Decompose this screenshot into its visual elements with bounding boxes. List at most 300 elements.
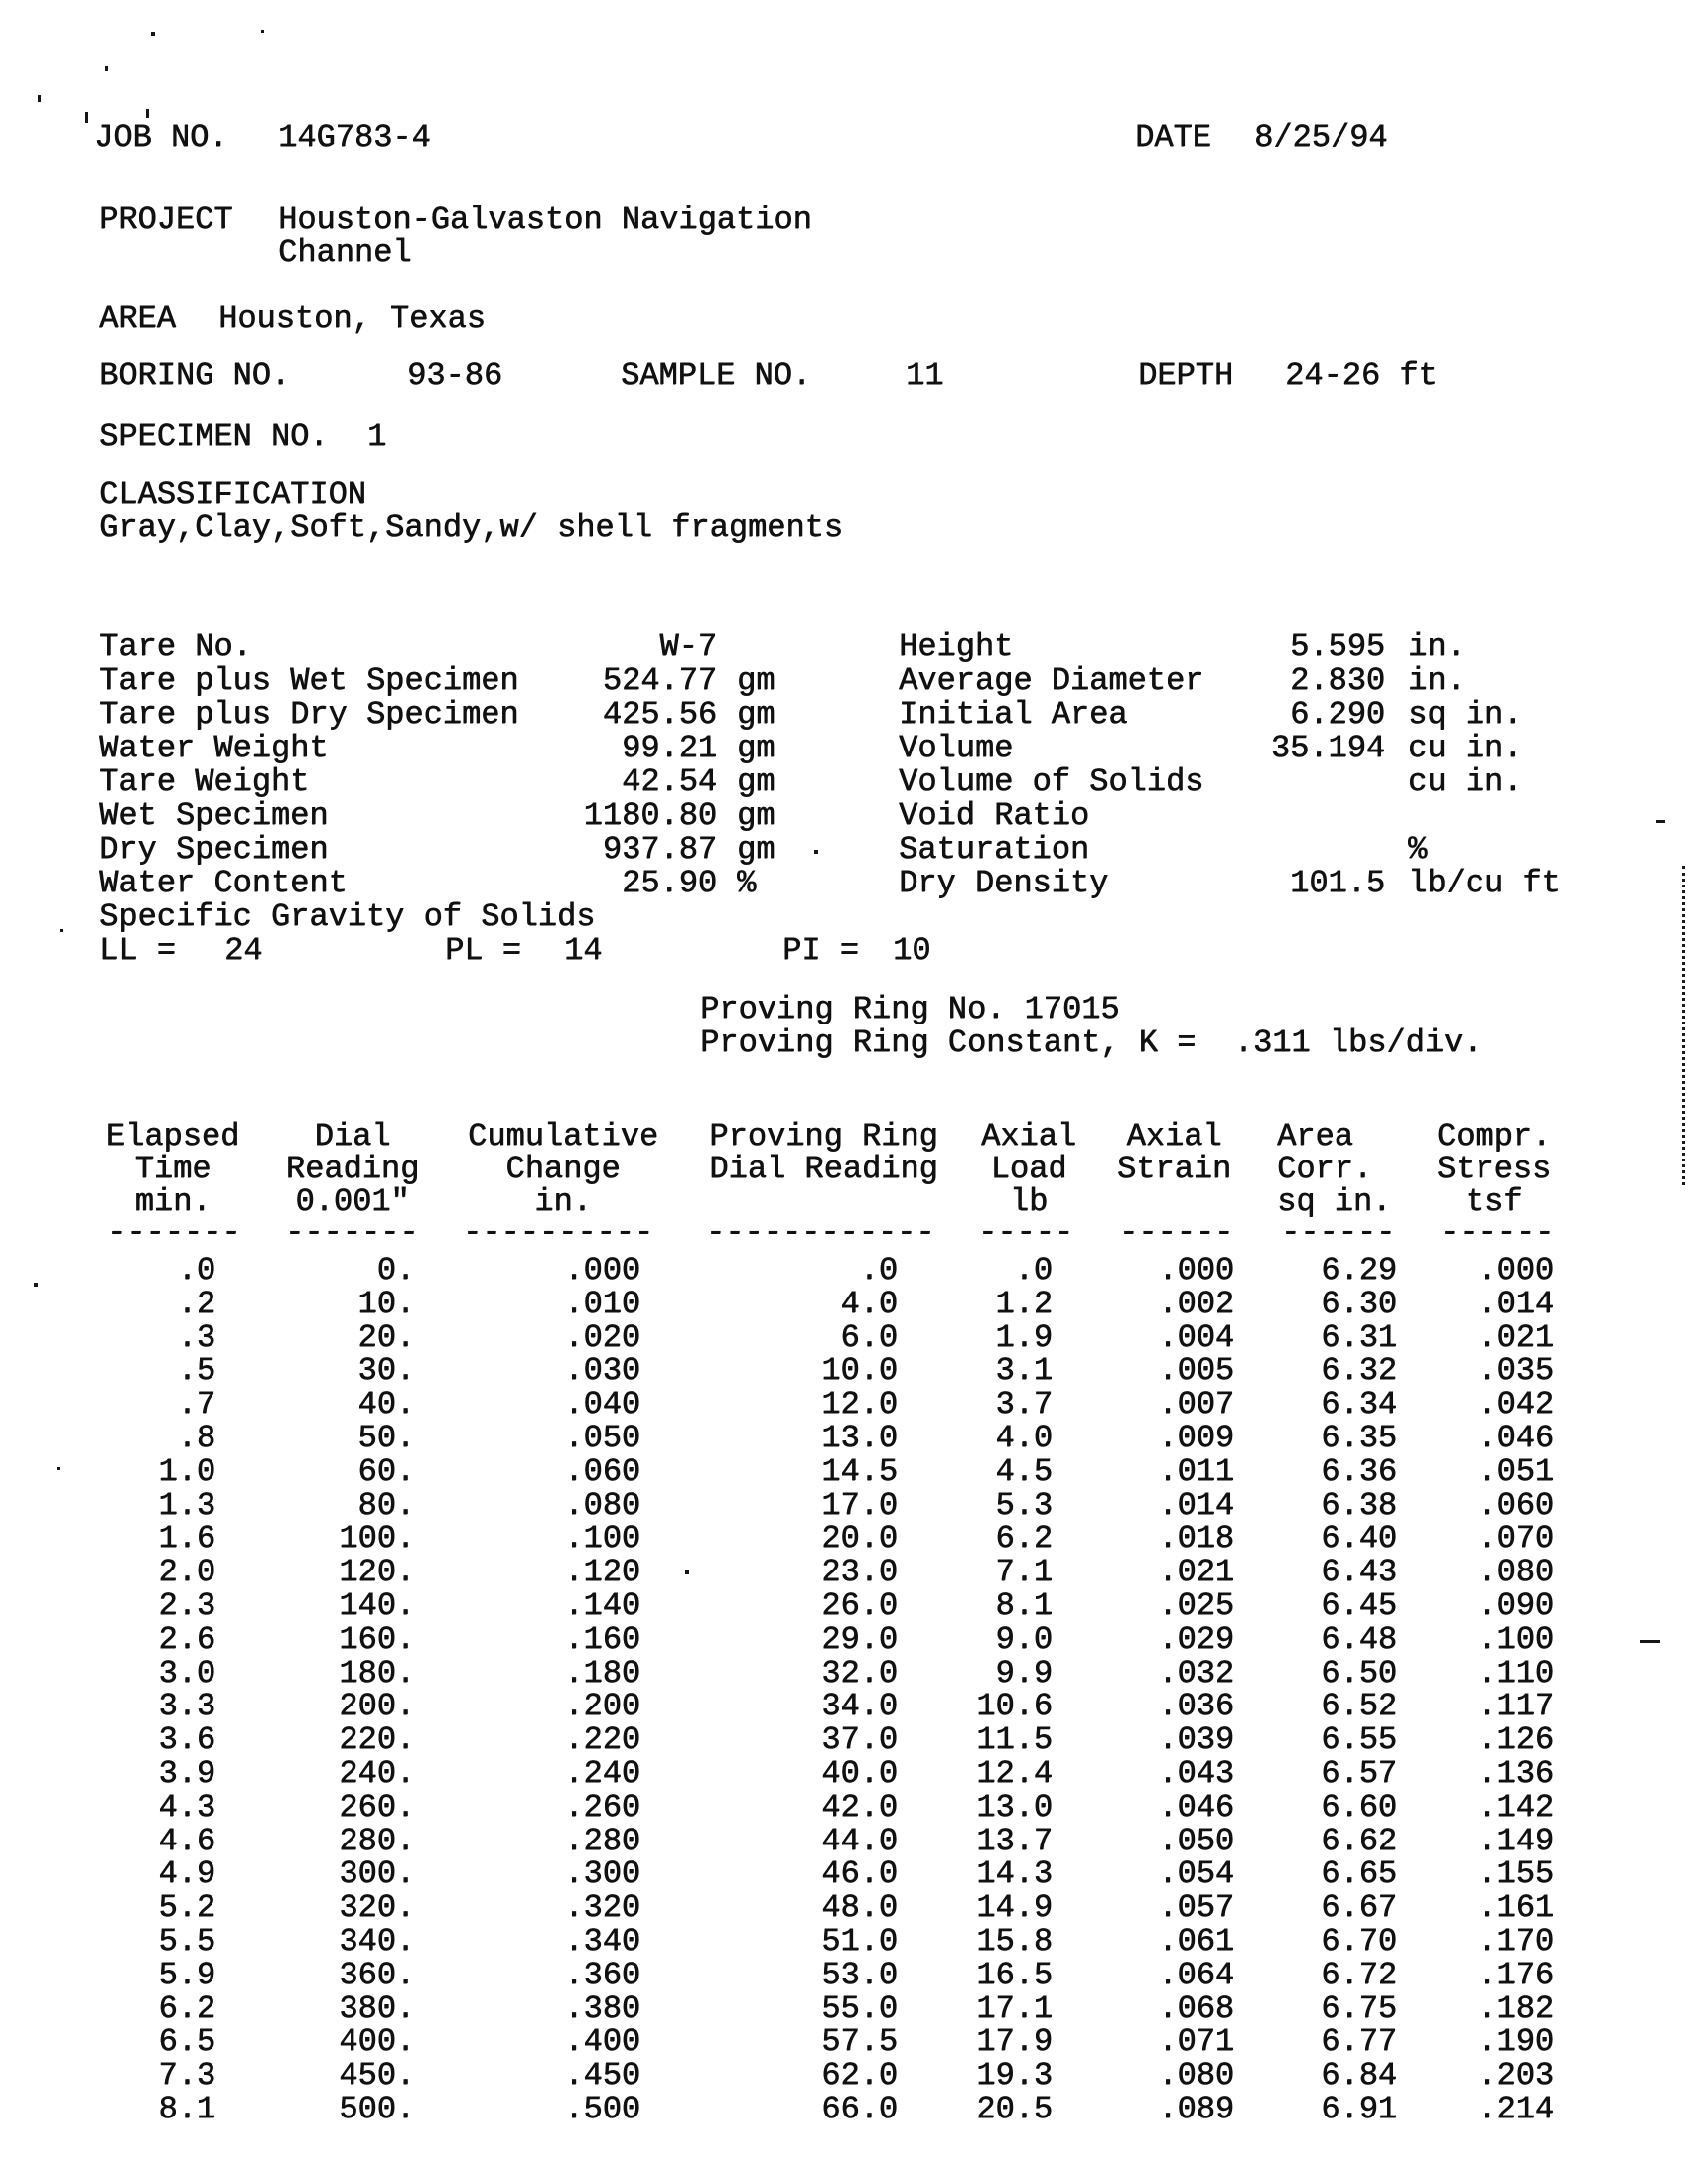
table-cell: .060	[1478, 1486, 1554, 1524]
speck	[60, 929, 63, 932]
project-name-line2: Channel	[278, 234, 412, 271]
table-cell: 23.0	[821, 1554, 898, 1591]
table-cell: 1.2	[995, 1285, 1053, 1322]
table-cell: .029	[1158, 1620, 1234, 1658]
table-cell: .043	[1158, 1754, 1234, 1792]
table-cell: 280.	[339, 1822, 415, 1859]
table-cell: 6.0	[840, 1318, 898, 1356]
table-cell: .214	[1478, 2090, 1554, 2127]
measurement-unit: gm	[737, 696, 776, 733]
measurement-unit: gm	[737, 730, 776, 766]
table-cell: 160.	[339, 1620, 415, 1658]
table-cell: .025	[1158, 1586, 1234, 1624]
table-row	[60, 1654, 1554, 1692]
table-cell: 26.0	[821, 1586, 898, 1624]
area-label: AREA	[99, 300, 176, 337]
table-header-line: Elapsed	[105, 1118, 240, 1155]
measurement-label: Water Content	[99, 865, 348, 901]
table-header-underline: ------	[1281, 1214, 1396, 1251]
table-column-header	[1115, 1120, 1233, 1218]
measurement-label: Tare plus Dry Specimen	[99, 696, 519, 733]
measurement-unit: in.	[1408, 662, 1466, 699]
table-cell: 57.5	[821, 2023, 898, 2061]
measurement-label: Water Weight	[99, 730, 329, 766]
table-cell: 140.	[339, 1586, 415, 1624]
table-row	[60, 1891, 1554, 1925]
table-cell: .051	[1478, 1452, 1554, 1490]
measurement-value: 2.830	[1289, 662, 1385, 699]
table-cell: .007	[1158, 1386, 1234, 1424]
measurement-label: Tare Weight	[99, 763, 310, 800]
table-row	[60, 1690, 1554, 1723]
table-row	[60, 1522, 1554, 1556]
table-cell: .500	[564, 2090, 640, 2127]
pi-label: PI =	[782, 932, 859, 969]
speck	[151, 32, 155, 36]
table-cell: 6.38	[1321, 1486, 1397, 1524]
table-cell: .090	[1478, 1586, 1554, 1624]
table-cell: 6.2	[995, 1520, 1053, 1558]
measurement-value: 5.595	[1289, 628, 1385, 665]
measurement-value: 6.290	[1289, 696, 1385, 733]
table-cell: .010	[564, 1285, 640, 1322]
table-cell: .002	[1158, 1285, 1234, 1322]
speck	[1640, 1640, 1660, 1643]
table-header-line: Compr.	[1436, 1118, 1552, 1155]
table-row	[60, 1989, 1554, 2027]
table-cell: 14.9	[976, 1889, 1053, 1927]
table-cell: 10.	[357, 1285, 415, 1322]
table-cell: .080	[1158, 2057, 1234, 2095]
table-header-line: 0.001"	[295, 1183, 410, 1220]
table-row	[60, 1788, 1554, 1826]
table-cell: 6.77	[1321, 2023, 1397, 2061]
table-cell: 1.6	[158, 1520, 215, 1558]
table-cell: 9.9	[995, 1654, 1053, 1692]
table-cell: 50.	[357, 1419, 415, 1456]
table-cell: 4.6	[158, 1822, 215, 1859]
table-row	[60, 1285, 1554, 1322]
table-column-header	[1277, 1120, 1416, 1218]
table-cell: .014	[1158, 1486, 1234, 1524]
table-cell: 9.0	[995, 1620, 1053, 1658]
table-cell: 20.0	[821, 1520, 898, 1558]
table-cell: 260.	[339, 1788, 415, 1826]
table-cell: 2.3	[158, 1586, 215, 1624]
table-cell: 300.	[339, 1855, 415, 1893]
pl-label: PL =	[445, 932, 521, 969]
table-row	[60, 1318, 1554, 1356]
table-cell: 5.2	[158, 1889, 215, 1927]
table-cell: 42.0	[821, 1788, 898, 1826]
table-cell: .450	[564, 2057, 640, 2095]
table-cell: .005	[1158, 1352, 1234, 1390]
table-header-line: Time	[134, 1151, 212, 1187]
table-column-header	[978, 1120, 1079, 1218]
date-value: 8/25/94	[1254, 119, 1388, 156]
scan-edge-dotted-line	[1682, 866, 1685, 1185]
table-cell: .011	[1158, 1452, 1234, 1490]
table-cell: 34.0	[821, 1688, 898, 1725]
speck	[146, 109, 149, 118]
table-header-line: Cumulative	[467, 1118, 659, 1155]
table-cell: 53.0	[821, 1956, 898, 1993]
table-cell: 6.35	[1321, 1419, 1397, 1456]
table-cell: .020	[564, 1318, 640, 1356]
table-cell: 13.0	[821, 1419, 898, 1456]
table-cell: 6.32	[1321, 1352, 1397, 1390]
table-cell: 0.	[376, 1252, 415, 1289]
table-cell: 6.48	[1321, 1620, 1397, 1658]
speck	[57, 1467, 60, 1470]
measurement-label: Specific Gravity of Solids	[99, 898, 596, 935]
table-cell: .400	[564, 2023, 640, 2061]
proving-ring-number: Proving Ring No. 17015	[700, 991, 1120, 1027]
measurement-unit: sq in.	[1408, 696, 1523, 733]
measurement-label: Void Ratio	[899, 797, 1090, 834]
table-cell: .136	[1478, 1754, 1554, 1792]
table-cell: 6.70	[1321, 1922, 1397, 1960]
measurement-value: 425.56	[602, 696, 717, 733]
table-cell: .018	[1158, 1520, 1234, 1558]
table-cell: 4.0	[995, 1419, 1053, 1456]
table-cell: 6.36	[1321, 1452, 1397, 1490]
table-cell: 4.9	[158, 1855, 215, 1893]
table-row	[60, 2090, 1554, 2127]
table-header-underline: ------	[1119, 1214, 1234, 1251]
table-cell: 20.5	[976, 2090, 1053, 2127]
table-header-underline: ------------	[706, 1214, 935, 1251]
table-row	[60, 1857, 1554, 1891]
table-cell: .004	[1158, 1318, 1234, 1356]
table-cell: 11.5	[976, 1721, 1053, 1759]
table-row	[60, 1354, 1554, 1388]
table-cell: .155	[1478, 1855, 1554, 1893]
table-cell: .203	[1478, 2057, 1554, 2095]
table-cell: .068	[1158, 1989, 1234, 2027]
table-header-underline: ----------	[463, 1214, 654, 1251]
table-cell: .021	[1478, 1318, 1554, 1356]
boring-no-value: 93-86	[407, 357, 503, 394]
measurement-unit: gm	[737, 662, 776, 699]
table-cell: 32.0	[821, 1654, 898, 1692]
table-cell: 100.	[339, 1520, 415, 1558]
measurement-label: Saturation	[899, 831, 1090, 868]
table-header-underline: -------	[285, 1214, 419, 1251]
table-cell: .050	[564, 1419, 640, 1456]
table-cell: 6.45	[1321, 1586, 1397, 1624]
table-cell: .142	[1478, 1788, 1554, 1826]
table-cell: 3.1	[995, 1352, 1053, 1390]
table-cell: 380.	[339, 1989, 415, 2027]
table-cell: 14.5	[821, 1452, 898, 1490]
table-cell: 60.	[357, 1452, 415, 1490]
table-cell: .000	[564, 1252, 640, 1289]
table-header-line: Dial	[314, 1118, 391, 1155]
table-cell: 6.55	[1321, 1721, 1397, 1759]
table-cell: .089	[1158, 2090, 1234, 2127]
table-header-line: min.	[134, 1183, 212, 1220]
table-cell: 12.0	[821, 1386, 898, 1424]
table-cell: .064	[1158, 1956, 1234, 1993]
table-row	[60, 1254, 1554, 1288]
table-header-line: Proving Ring	[709, 1118, 938, 1155]
table-column-header	[463, 1120, 663, 1218]
speck	[685, 1570, 689, 1574]
table-cell: .360	[564, 1956, 640, 1993]
measurement-unit: cu in.	[1408, 730, 1523, 766]
table-cell: 6.62	[1321, 1822, 1397, 1859]
table-cell: 320.	[339, 1889, 415, 1927]
table-cell: .160	[564, 1620, 640, 1658]
table-cell: 6.72	[1321, 1956, 1397, 1993]
sample-no-label: SAMPLE NO.	[621, 357, 812, 394]
area-value: Houston, Texas	[218, 300, 486, 337]
table-cell: 19.3	[976, 2057, 1053, 2095]
table-cell: .300	[564, 1855, 640, 1893]
table-cell: .050	[1158, 1822, 1234, 1859]
table-cell: 6.60	[1321, 1788, 1397, 1826]
table-cell: 6.57	[1321, 1754, 1397, 1792]
table-cell: 40.	[357, 1386, 415, 1424]
table-row	[60, 1922, 1554, 1960]
speck	[261, 30, 264, 33]
table-cell: 400.	[339, 2023, 415, 2061]
job-no-label: JOB NO.	[94, 119, 228, 156]
table-cell: 4.0	[840, 1285, 898, 1322]
table-header-line: Axial	[1126, 1118, 1222, 1155]
table-cell: 46.0	[821, 1855, 898, 1893]
table-cell: .149	[1478, 1822, 1554, 1859]
table-cell: .3	[177, 1318, 215, 1356]
table-row	[60, 1754, 1554, 1792]
ll-label: LL =	[99, 932, 176, 969]
table-cell: .100	[1478, 1620, 1554, 1658]
measurement-value: 35.194	[1270, 730, 1385, 766]
table-cell: 3.0	[158, 1654, 215, 1692]
table-cell: 13.0	[976, 1788, 1053, 1826]
table-cell: .080	[1478, 1554, 1554, 1591]
table-cell: 6.31	[1321, 1318, 1397, 1356]
measurement-value: W-7	[659, 628, 717, 665]
table-cell: 30.	[357, 1352, 415, 1390]
table-cell: 6.34	[1321, 1386, 1397, 1424]
table-cell: .014	[1478, 1285, 1554, 1322]
table-header-line: Dial Reading	[709, 1151, 938, 1187]
table-cell: .126	[1478, 1721, 1554, 1759]
table-cell: .240	[564, 1754, 640, 1792]
measurement-unit: cu in.	[1408, 763, 1523, 800]
table-cell: .120	[564, 1554, 640, 1591]
table-cell: .060	[564, 1452, 640, 1490]
table-cell: 2.0	[158, 1554, 215, 1591]
table-row	[60, 2025, 1554, 2059]
table-cell: .190	[1478, 2023, 1554, 2061]
table-cell: .140	[564, 1586, 640, 1624]
table-cell: .046	[1478, 1419, 1554, 1456]
table-cell: .110	[1478, 1654, 1554, 1692]
measurement-label: Tare No.	[99, 628, 252, 665]
table-cell: 5.9	[158, 1956, 215, 1993]
measurement-value: 937.87	[602, 831, 717, 868]
table-cell: .040	[564, 1386, 640, 1424]
table-header-line: Reading	[285, 1151, 420, 1187]
table-cell: .0	[859, 1252, 898, 1289]
table-cell: .320	[564, 1889, 640, 1927]
measurement-label: Volume	[899, 730, 1014, 766]
speck	[38, 95, 41, 102]
table-data-rows	[60, 1254, 1554, 2126]
table-cell: 6.40	[1321, 1520, 1397, 1558]
table-header-line: Load	[990, 1151, 1067, 1187]
project-label: PROJECT	[99, 202, 233, 238]
table-cell: .039	[1158, 1721, 1234, 1759]
measurement-unit: gm	[737, 763, 776, 800]
measurement-value: 101.5	[1289, 865, 1385, 901]
table-cell: .176	[1478, 1956, 1554, 1993]
table-cell: .070	[1478, 1520, 1554, 1558]
table-cell: 200.	[339, 1688, 415, 1725]
table-cell: 340.	[339, 1922, 415, 1960]
table-cell: .080	[564, 1486, 640, 1524]
boring-no-label: BORING NO.	[99, 357, 291, 394]
table-cell: .180	[564, 1654, 640, 1692]
table-cell: .032	[1158, 1654, 1234, 1692]
table-cell: 180.	[339, 1654, 415, 1692]
table-cell: 1.0	[158, 1452, 215, 1490]
measurement-value: 524.77	[602, 662, 717, 699]
table-cell: .057	[1158, 1889, 1234, 1927]
table-cell: .061	[1158, 1922, 1234, 1960]
table-cell: 6.91	[1321, 2090, 1397, 2127]
measurement-label: Wet Specimen	[99, 797, 329, 834]
table-column-header	[103, 1120, 242, 1218]
table-cell: 6.84	[1321, 2057, 1397, 2095]
table-cell: .071	[1158, 2023, 1234, 2061]
table-header-line: Strain	[1116, 1151, 1232, 1187]
table-cell: 6.65	[1321, 1855, 1397, 1893]
measurement-label: Volume of Solids	[899, 763, 1204, 800]
table-cell: 6.67	[1321, 1889, 1397, 1927]
table-cell: 17.0	[821, 1486, 898, 1524]
project-name-line1: Houston-Galvaston Navigation	[278, 202, 812, 238]
speck	[814, 850, 818, 854]
table-cell: 6.2	[158, 1989, 215, 2027]
pi-value: 10	[893, 932, 931, 969]
table-cell: 16.5	[976, 1956, 1053, 1993]
table-cell: 48.0	[821, 1889, 898, 1927]
table-cell: 44.0	[821, 1822, 898, 1859]
table-cell: .054	[1158, 1855, 1234, 1893]
table-row	[60, 1452, 1554, 1490]
table-header-line: lb	[1009, 1183, 1049, 1220]
classification-label: CLASSIFICATION	[99, 477, 366, 513]
speck	[34, 1283, 38, 1287]
table-cell: .000	[1158, 1252, 1234, 1289]
classification-value: Gray,Clay,Soft,Sandy,w/ shell fragments	[99, 509, 843, 546]
table-cell: 120.	[339, 1554, 415, 1591]
table-row	[60, 1388, 1554, 1422]
table-row	[60, 1419, 1554, 1456]
table-row	[60, 1556, 1554, 1589]
table-cell: .260	[564, 1788, 640, 1826]
table-cell: 8.1	[158, 2090, 215, 2127]
table-cell: .046	[1158, 1788, 1234, 1826]
measurement-label: Average Diameter	[899, 662, 1204, 699]
sample-no-value: 11	[906, 357, 944, 394]
table-cell: .117	[1478, 1688, 1554, 1725]
table-cell: 13.7	[976, 1822, 1053, 1859]
table-cell: 80.	[357, 1486, 415, 1524]
speck	[1656, 820, 1665, 823]
table-cell: 40.0	[821, 1754, 898, 1792]
table-cell: 66.0	[821, 2090, 898, 2127]
specimen-no-value: 1	[367, 418, 387, 455]
measurement-unit: gm	[737, 797, 776, 834]
measurement-label: Dry Density	[899, 865, 1109, 901]
table-header-line: in.	[534, 1183, 592, 1220]
table-cell: .035	[1478, 1352, 1554, 1390]
measurement-value: 25.90	[621, 865, 717, 901]
table-header-underline: ------	[1440, 1214, 1555, 1251]
table-cell: 4.3	[158, 1788, 215, 1826]
measurement-label: Initial Area	[899, 696, 1128, 733]
table-row	[60, 2059, 1554, 2093]
table-cell: 5.5	[158, 1922, 215, 1960]
table-cell: .100	[564, 1520, 640, 1558]
ll-value: 24	[224, 932, 263, 969]
measurement-value: 99.21	[621, 730, 717, 766]
depth-label: DEPTH	[1138, 357, 1234, 394]
measurement-unit: %	[737, 865, 757, 901]
table-cell: .009	[1158, 1419, 1234, 1456]
table-cell: .0	[177, 1252, 215, 1289]
table-cell: 12.4	[976, 1754, 1053, 1792]
table-cell: .0	[1014, 1252, 1053, 1289]
table-row	[60, 1586, 1554, 1624]
table-cell: 62.0	[821, 2057, 898, 2095]
specimen-no-label: SPECIMEN NO.	[99, 418, 329, 455]
table-header-underline: -------	[107, 1214, 241, 1251]
table-cell: 2.6	[158, 1620, 215, 1658]
table-cell: 6.75	[1321, 1989, 1397, 2027]
table-cell: 8.1	[995, 1586, 1053, 1624]
table-cell: 1.3	[158, 1486, 215, 1524]
table-cell: 240.	[339, 1754, 415, 1792]
table-cell: .036	[1158, 1688, 1234, 1725]
table-cell: 3.3	[158, 1688, 215, 1725]
table-cell: 5.3	[995, 1486, 1053, 1524]
proving-ring-constant: Proving Ring Constant, K = .311 lbs/div.	[700, 1024, 1482, 1061]
table-cell: .8	[177, 1419, 215, 1456]
table-cell: .380	[564, 1989, 640, 2027]
table-cell: .7	[177, 1386, 215, 1424]
speck	[105, 66, 108, 71]
table-cell: 3.9	[158, 1754, 215, 1792]
date-label: DATE	[1135, 119, 1211, 156]
table-cell: .042	[1478, 1386, 1554, 1424]
table-header-line: Corr.	[1277, 1151, 1373, 1187]
table-header-line: sq in.	[1277, 1183, 1392, 1220]
table-cell: 10.0	[821, 1352, 898, 1390]
measurement-unit: in.	[1408, 628, 1466, 665]
table-row	[60, 1620, 1554, 1658]
table-cell: 7.1	[995, 1554, 1053, 1591]
table-header-line: Axial	[980, 1118, 1076, 1155]
measurement-value: 42.54	[621, 763, 717, 800]
measurement-unit: lb/cu ft	[1408, 865, 1561, 901]
table-header-line: Stress	[1436, 1151, 1552, 1187]
